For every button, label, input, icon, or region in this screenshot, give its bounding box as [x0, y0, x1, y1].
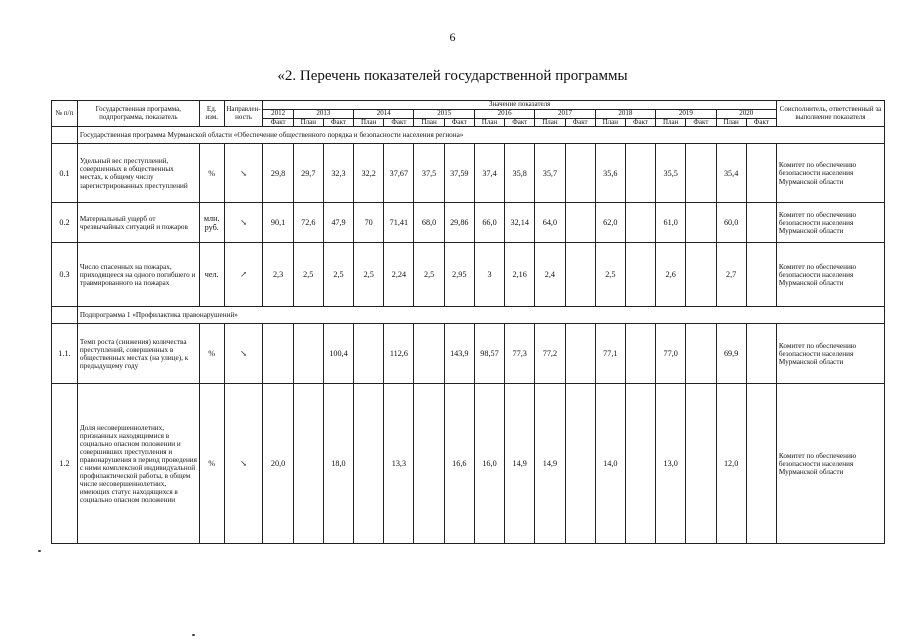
- value-cell: 37,5: [414, 144, 444, 203]
- header-year: 2015: [414, 109, 474, 118]
- value-cell: 61,0: [656, 203, 686, 243]
- value-cell: 12,0: [716, 384, 746, 544]
- value-cell: [746, 243, 776, 307]
- value-cell: 2,95: [444, 243, 474, 307]
- scan-speck: [192, 634, 195, 636]
- value-cell: 2,3: [263, 243, 293, 307]
- header-plan: План: [535, 118, 565, 127]
- value-cell: [414, 384, 444, 544]
- header-name: Государственная программа, подпрограмма, показатель: [77, 101, 199, 127]
- row-num: 0.1: [52, 144, 78, 203]
- row-unit: млн. руб.: [199, 203, 224, 243]
- value-cell: 35,6: [595, 144, 625, 203]
- value-cell: 16,0: [474, 384, 504, 544]
- value-cell: [625, 384, 655, 544]
- row-num: 0.3: [52, 243, 78, 307]
- value-cell: [565, 203, 595, 243]
- value-cell: [293, 384, 323, 544]
- header-year: 2017: [535, 109, 595, 118]
- value-cell: 3: [474, 243, 504, 307]
- value-cell: 32,3: [323, 144, 353, 203]
- value-cell: [625, 144, 655, 203]
- value-cell: [565, 384, 595, 544]
- page-title: «2. Перечень показателей государственной программы: [277, 68, 628, 84]
- page-number: 6: [449, 30, 456, 44]
- value-cell: 98,57: [474, 324, 504, 384]
- value-cell: 29,7: [293, 144, 323, 203]
- value-cell: 143,9: [444, 324, 474, 384]
- value-cell: 2,16: [505, 243, 535, 307]
- value-cell: [625, 203, 655, 243]
- header-direction: Направлен- ность: [224, 101, 263, 127]
- value-cell: [263, 324, 293, 384]
- value-cell: 112,6: [384, 324, 414, 384]
- row-unit: %: [199, 324, 224, 384]
- value-cell: 37,59: [444, 144, 474, 203]
- table-row: [52, 144, 885, 203]
- header-year: 2012: [263, 109, 293, 118]
- header-year: 2014: [354, 109, 414, 118]
- value-cell: 35,8: [505, 144, 535, 203]
- value-cell: 2,5: [323, 243, 353, 307]
- row-unit: %: [199, 144, 224, 203]
- row-executor: Комитет по обеспечению безопасности населения Мурманской области: [776, 243, 884, 307]
- value-cell: 2,7: [716, 243, 746, 307]
- row-direction: ↘: [224, 384, 263, 544]
- header-plan: План: [293, 118, 323, 127]
- value-cell: 2,5: [595, 243, 625, 307]
- value-cell: 29,86: [444, 203, 474, 243]
- value-cell: [686, 144, 716, 203]
- value-cell: 37,67: [384, 144, 414, 203]
- value-cell: [746, 203, 776, 243]
- table-row: [52, 324, 885, 384]
- header-year: 2018: [595, 109, 655, 118]
- header-executor: Соисполнитель, ответственный за выполнение показателя: [776, 101, 884, 127]
- section-blank: [52, 127, 78, 144]
- header-fact: Факт: [323, 118, 353, 127]
- value-cell: 77,3: [505, 324, 535, 384]
- section-title: Государственная программа Мурманской области «Обеспечение общественного порядка и безопасности населения региона»: [77, 127, 884, 144]
- value-cell: 2,5: [414, 243, 444, 307]
- row-direction: ↘: [224, 324, 263, 384]
- scan-speck: [38, 550, 41, 552]
- indicators-table: [51, 100, 885, 544]
- value-cell: 2,5: [354, 243, 384, 307]
- header-values-group: Значение показателя: [263, 101, 776, 110]
- value-cell: 2,24: [384, 243, 414, 307]
- value-cell: [625, 243, 655, 307]
- header-fact: Факт: [746, 118, 776, 127]
- value-cell: [686, 384, 716, 544]
- value-cell: 71,41: [384, 203, 414, 243]
- header-fact: Факт: [505, 118, 535, 127]
- value-cell: 32,2: [354, 144, 384, 203]
- row-unit: чел.: [199, 243, 224, 307]
- value-cell: 66,0: [474, 203, 504, 243]
- value-cell: 29,8: [263, 144, 293, 203]
- row-direction: ↗: [224, 243, 263, 307]
- value-cell: 20,0: [263, 384, 293, 544]
- header-plan: План: [595, 118, 625, 127]
- row-executor: Комитет по обеспечению безопасности населения Мурманской области: [776, 203, 884, 243]
- value-cell: [625, 324, 655, 384]
- value-cell: 70: [354, 203, 384, 243]
- value-cell: 68,0: [414, 203, 444, 243]
- section-title: Подпрограмма 1 «Профилактика правонарушений»: [77, 307, 884, 324]
- section-row: [52, 307, 885, 324]
- value-cell: [746, 144, 776, 203]
- value-cell: 2,5: [293, 243, 323, 307]
- table-header: [52, 101, 885, 127]
- value-cell: 100,4: [323, 324, 353, 384]
- row-unit: %: [199, 384, 224, 544]
- header-plan: План: [656, 118, 686, 127]
- row-name: Материальный ущерб от чрезвычайных ситуаций и пожаров: [77, 203, 199, 243]
- row-num: 1.2: [52, 384, 78, 544]
- value-cell: [565, 324, 595, 384]
- header-year: 2016: [474, 109, 534, 118]
- value-cell: 77,1: [595, 324, 625, 384]
- value-cell: 90,1: [263, 203, 293, 243]
- header-unit: Ед. изм.: [199, 101, 224, 127]
- value-cell: 35,4: [716, 144, 746, 203]
- header-fact: Факт: [565, 118, 595, 127]
- value-cell: [686, 243, 716, 307]
- row-executor: Комитет по обеспечению безопасности населения Мурманской области: [776, 144, 884, 203]
- value-cell: 32,14: [505, 203, 535, 243]
- row-name: Доля несовершеннолетних, признанных находящимися в социально опасном положении и совершивших преступления и правонарушения в период проведения с ними комплексной индивидуальной профилактической работы, в общем числе несовершеннолетних, имеющих статус находящихся в социально опасном положении: [77, 384, 199, 544]
- value-cell: [354, 384, 384, 544]
- value-cell: 72,6: [293, 203, 323, 243]
- header-plan: План: [716, 118, 746, 127]
- value-cell: [686, 324, 716, 384]
- value-cell: 14,0: [595, 384, 625, 544]
- header-plan: План: [354, 118, 384, 127]
- section-blank: [52, 307, 78, 324]
- header-fact: Факт: [384, 118, 414, 127]
- value-cell: 69,9: [716, 324, 746, 384]
- header-year: 2013: [293, 109, 353, 118]
- row-num: 1.1.: [52, 324, 78, 384]
- table-body: [52, 127, 885, 544]
- value-cell: 60,0: [716, 203, 746, 243]
- value-cell: 35,5: [656, 144, 686, 203]
- row-num: 0.2: [52, 203, 78, 243]
- table-row: [52, 203, 885, 243]
- value-cell: 2,4: [535, 243, 565, 307]
- value-cell: [414, 324, 444, 384]
- value-cell: [293, 324, 323, 384]
- header-fact: Факт: [444, 118, 474, 127]
- header-year: 2020: [716, 109, 776, 118]
- header-fact: Факт: [686, 118, 716, 127]
- row-direction: ↘: [224, 144, 263, 203]
- header-year: 2019: [656, 109, 716, 118]
- header-plan: План: [414, 118, 444, 127]
- table-row: [52, 384, 885, 544]
- value-cell: 77,2: [535, 324, 565, 384]
- value-cell: [354, 324, 384, 384]
- value-cell: [565, 144, 595, 203]
- header-fact: Факт: [625, 118, 655, 127]
- section-row: [52, 127, 885, 144]
- value-cell: 62,0: [595, 203, 625, 243]
- row-name: Удельный вес преступлений, совершенных в общественных местах, к общему числу зарегистрированных преступлений: [77, 144, 199, 203]
- row-executor: Комитет по обеспечению безопасности населения Мурманской области: [776, 384, 884, 544]
- header-plan: План: [474, 118, 504, 127]
- value-cell: 18,0: [323, 384, 353, 544]
- value-cell: 64,0: [535, 203, 565, 243]
- value-cell: 14,9: [535, 384, 565, 544]
- value-cell: 35,7: [535, 144, 565, 203]
- value-cell: [746, 384, 776, 544]
- value-cell: 13,0: [656, 384, 686, 544]
- header-num: № п/п: [52, 101, 78, 127]
- table-row: [52, 243, 885, 307]
- value-cell: 37,4: [474, 144, 504, 203]
- value-cell: 13,3: [384, 384, 414, 544]
- value-cell: 2,6: [656, 243, 686, 307]
- row-name: Число спасенных на пожарах, приходящееся на одного погибшего и травмированного на пожарах: [77, 243, 199, 307]
- value-cell: 47,9: [323, 203, 353, 243]
- value-cell: 14,9: [505, 384, 535, 544]
- row-executor: Комитет по обеспечению безопасности населения Мурманской области: [776, 324, 884, 384]
- row-name: Темп роста (снижения) количества преступлений, совершенных в общественных местах (на улице), к предыдущему году: [77, 324, 199, 384]
- value-cell: [565, 243, 595, 307]
- value-cell: [746, 324, 776, 384]
- header-fact: Факт: [263, 118, 293, 127]
- value-cell: [686, 203, 716, 243]
- value-cell: 16,6: [444, 384, 474, 544]
- value-cell: 77,0: [656, 324, 686, 384]
- row-direction: ↘: [224, 203, 263, 243]
